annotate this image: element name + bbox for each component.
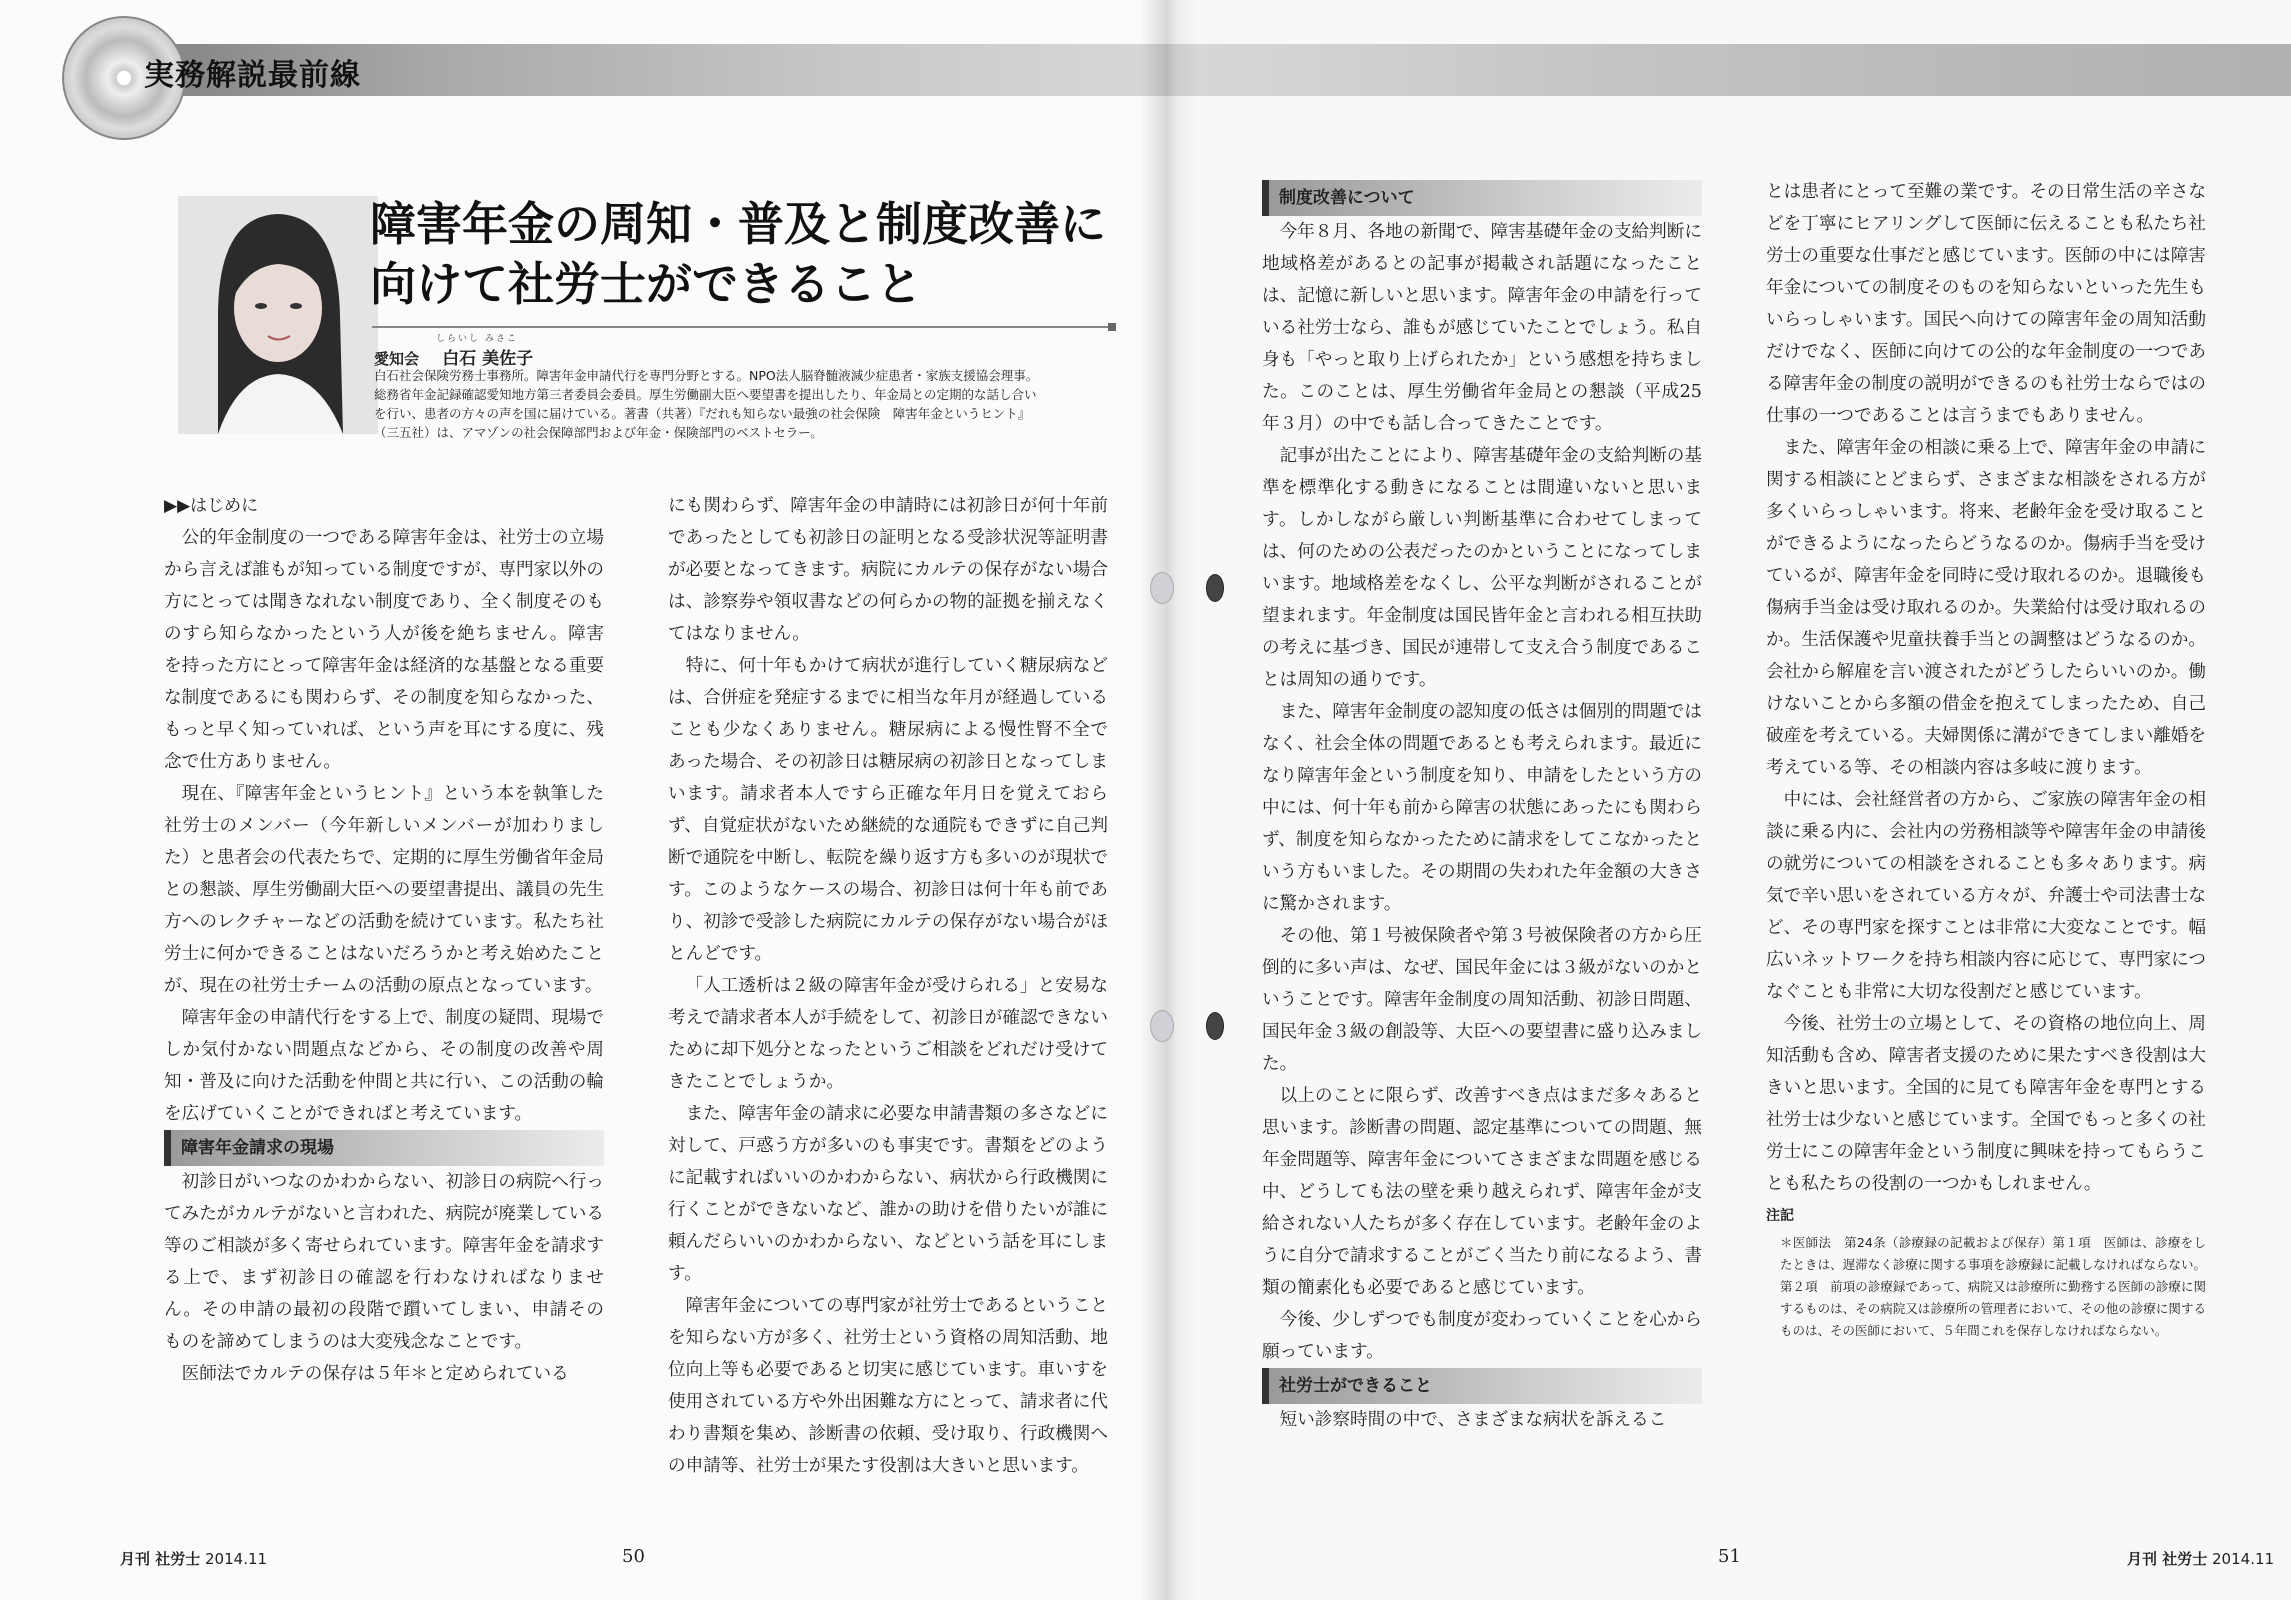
header-band-right [1170, 44, 2291, 96]
author-name: 白石 美佐子 [442, 349, 534, 369]
author-bio [374, 366, 1109, 442]
paragraph: 障害年金についての専門家が社労士であるということを知らない方が多く、社労士という資格の周知活動、地位向上等も必要であると切実に感じています。車いすを使用されている方や外出困難な方にとって、請求者に代わり書類を集め、診断書の依頼、受け取り、行政機関への申請等、社労士が果たす役割は大きいと思います。 [668, 1296, 1108, 1476]
article-title [370, 194, 1130, 314]
paragraph: 以上のことに限らず、改善すべき点はまだ多々あると思います。診断書の問題、認定基準についての問題、無年金問題等、障害年金についてさまざまな問題を感じる中、どうしても法の壁を乗り越えられず、障害年金が支給されない人たちが多く存在しています。老齢年金のように自分で請求することがごく当たり前になるよう、書類の簡素化も必要であると感じています。 [1262, 1086, 1702, 1298]
paragraph: その他、第１号被保険者や第３号被保険者の方から圧倒的に多い声は、なぜ、国民年金には３級がないのかということです。障害年金制度の周知活動、初診日問題、国民年金３級の創設等、大臣への要望書に盛り込みました。 [1262, 926, 1702, 1074]
column-4 [1766, 176, 2206, 1342]
paragraph: また、障害年金の請求に必要な申請書類の多さなどに対して、戸惑う方が多いのも事実です。書類をどのように記載すればいいのかわからない、病状から行政機関に行くことができないなど、誰かの助けを借りたいが誰に頼んだらいいのかわからない、などという話を耳にします。 [668, 1104, 1108, 1284]
paragraph: 初診日がいつなのかわからない、初診日の病院へ行ってみたがカルテがないと言われた、病院が廃業している等のご相談が多く寄せられています。障害年金を請求する上で、まず初診日の確認を行わなければなりません。その申請の最初の段階で躓いてしまい、申請そのものを諦めてしまうのは大変残念なことです。 [164, 1172, 604, 1352]
paragraph: 今後、少しずつでも制度が変わっていくことを心から願っています。 [1262, 1310, 1702, 1362]
paragraph: 短い診察時間の中で、さまざまな病状を訴えるこ [1279, 1410, 1667, 1430]
footnote: ＊医師法 第24条（診療録の記載および保存）第１項 医師は、診療をしたときは、遅滞なく診療に関する事項を診療録に記載しなければならない。第２項 前項の診療録であって、病院又は診療所に勤務する医師の診療に関するものは、その病院又は診療所の管理者において、その他の診療に関するものは、その医師において、５年間これを保存しなければならない。 [1780, 1235, 2206, 1338]
title-line-1: 障害年金の周知・普及と制度改善に [370, 197, 1106, 251]
page-number-right: 51 [1718, 1546, 1741, 1567]
column-2 [668, 490, 1108, 1482]
notes-heading: 注記 [1766, 1208, 1794, 1224]
intro-heading: ▶▶はじめに [164, 496, 259, 516]
paragraph: とは患者にとって至難の業です。その日常生活の辛さなどを丁寧にヒアリングして医師に伝えることも私たち社労士の重要な仕事だと感じています。医師の中には障害年金についての制度そのものを知らないといった先生もいらっしゃいます。国民へ向けての障害年金の周知活動だけでなく、医師に向けての公的な年金制度の一つである障害年金の制度の説明ができるのも社労士ならではの仕事の一つであることは言うまでもありません。 [1766, 182, 2206, 426]
paragraph: 「人工透析は２級の障害年金が受けられる」と安易な考えで請求者本人が手続をして、初診日が確認できないために却下処分となったというご相談をどれだけ受けてきたことでしょうか。 [668, 976, 1108, 1092]
paragraph: 中には、会社経営者の方から、ご家族の障害年金の相談に乗る内に、会社内の労務相談等や障害年金の申請後の就労についての相談をされることも多々あります。病気で辛い思いをされている方々が、弁護士や司法書士など、その専門家を探すことは非常に大変なことです。幅広いネットワークを持ち相談内容に応じて、専門家につなぐことも非常に大切な役割だと感じています。 [1766, 790, 2206, 1002]
issue-date: 2014.11 [205, 1550, 268, 1568]
binder-hole [1150, 572, 1174, 604]
paragraph: 医師法でカルテの保存は５年＊と定められている [181, 1364, 569, 1384]
paragraph: また、障害年金制度の認知度の低さは個別的問題ではなく、社会全体の問題であるとも考えられます。最近になり障害年金という制度を知り、申請をしたという方の中には、何十年も前から障害の状態にあったにも関わらず、制度を知らなかったために請求をしてこなかったという方もいました。その期間の失われた年金額の大きさに驚かされます。 [1262, 702, 1702, 914]
title-line-2: 向けて社労士ができること [370, 257, 922, 311]
paragraph: 現在、『障害年金というヒント』という本を執筆した社労士のメンバー（今年新しいメンバーが加わりました）と患者会の代表たちで、定期的に厚生労働省年金局との懇談、厚生労働副大臣への要望書提出、議員の先生方へのレクチャーなどの活動を続けています。私たち社労士に何かできることはないだろうかと考え始めたことが、現在の社労士チームの活動の原点となっています。 [164, 784, 604, 996]
paragraph: また、障害年金の相談に乗る上で、障害年金の申請に関する相談にとどまらず、さまざまな相談をされる方が多くいらっしゃいます。将来、老齢年金を受け取ることができるようになったらどうなるのか。傷病手当を受けているが、障害年金を同時に受け取れるのか。退職後も傷病手当金は受け取れるのか。失業給付は受け取れるのか。生活保護や児童扶養手当との調整はどうなるのか。会社から解雇を言い渡されたがどうしたらいいのか。働けないことから多額の借金を抱えてしまったため、自己破産を考えている。夫婦関係に溝ができてしまい離婚を考えている等、その相談内容は多岐に渡ります。 [1766, 438, 2206, 778]
binder-hole [1150, 1010, 1174, 1042]
binding-gutter [1140, 0, 1200, 1600]
section-heading: 制度改善について [1262, 180, 1702, 216]
paragraph: にも関わらず、障害年金の申請時には初診日が何十年前であったとしても初診日の証明となる受診状況等証明書が必要となってきます。病院にカルテの保存がない場合は、診察券や領収書などの何らかの物的証拠を揃えなくてはなりません。 [668, 496, 1108, 644]
page-51 [1170, 0, 2291, 1600]
paragraph: 特に、何十年もかけて病状が進行していく糖尿病などは、合併症を発症するまでに相当な年月が経過していることも少なくありません。糖尿病による慢性腎不全であった場合、その初診日は糖尿病の初診日となってしまいます。請求者本人ですら正確な年月日を覚えておらず、自覚症状がないため継続的な通院もできずに自己判断で通院を中断し、転院を繰り返す方も多いのが現状です。このようなケースの場合、初診日は何十年も前であり、初診で受診した病院にカルテの保存がない場合がほとんどです。 [668, 656, 1108, 964]
author-ruby: しらいし みさこ [436, 334, 518, 344]
column-3 [1262, 180, 1702, 1436]
issue-date: 2014.11 [2212, 1550, 2275, 1568]
page-number-left: 50 [622, 1546, 645, 1567]
bio-line: （三五社）は、アマゾンの社会保障部門および年金・保険部門のベストセラー。 [374, 425, 823, 440]
bio-line: を行い、患者の方々の声を国に届けている。著書（共著）『だれも知らない最強の社会保険 障害年金というヒント』 [374, 406, 1031, 421]
author-photo [178, 196, 378, 434]
magazine-name: 月刊 社労士 [120, 1550, 201, 1568]
footer-right [2127, 1548, 2274, 1569]
footer-left [120, 1548, 267, 1569]
binder-hole [1206, 574, 1224, 602]
magazine-name: 月刊 社労士 [2127, 1550, 2208, 1568]
paragraph: 今後、社労士の立場として、その資格の地位向上、周知活動も含め、障害者支援のために果たすべき役割は大きいと思います。全国的に見ても障害年金を専門とする社労士は少ないと感じています。全国でもっと多くの社労士にこの障害年金という制度に興味を持ってもらうことも私たちの役割の一つかもしれません。 [1766, 1014, 2206, 1194]
bio-line: 白石社会保険労務士事務所。障害年金申請代行を専門分野とする。NPO法人脳脊髄液減少症患者・家族支援協会理事。 [374, 368, 1039, 383]
column-1 [164, 490, 604, 1390]
paragraph: 今年８月、各地の新聞で、障害基礎年金の支給判断に地域格差があるとの記事が掲載され話題になったことは、記憶に新しいと思います。障害年金の申請を行っている社労士なら、誰もが感じていたことでしょう。私自身も「やっと取り上げられたか」という感想を持ちました。このことは、厚生労働省年金局との懇談（平成25年３月）の中でも話し合ってきたことです。 [1262, 222, 1702, 434]
binder-hole [1206, 1012, 1224, 1040]
paragraph: 障害年金の申請代行をする上で、制度の疑問、現場でしか気付かない問題点などから、その制度の改善や周知・普及に向けた活動を仲間と共に行い、この活動の輪を広げていくことができればと考えています。 [164, 1008, 604, 1124]
section-heading: 障害年金請求の現場 [164, 1130, 604, 1166]
section-heading: 社労士ができること [1262, 1368, 1702, 1404]
bio-line: 総務省年金記録確認愛知地方第三者委員会委員。厚生労働副大臣へ要望書を提出したり、年金局との定期的な話し合い [374, 387, 1037, 402]
title-rule [372, 326, 1110, 328]
paragraph: 公的年金制度の一つである障害年金は、社労士の立場から言えば誰もが知っている制度ですが、専門家以外の方にとっては聞きなれない制度であり、全く制度そのものすら知らなかったという人が後を絶ちません。障害を持った方にとって障害年金は経済的な基盤となる重要な制度であるにも関わらず、その制度を知らなかった、もっと早く知っていれば、という声を耳にする度に、残念で仕方ありません。 [164, 528, 604, 772]
section-label: 実務解説最前線 [144, 58, 361, 93]
author-affiliation: 愛知会 [374, 350, 420, 368]
paragraph: 記事が出たことにより、障害基礎年金の支給判断の基準を標準化する動きになることは間違いないと思います。しかしながら厳しい判断基準に合わせてしまっては、何のための公表だったのかということになってしまいます。地域格差をなくし、公平な判断がされることが望まれます。年金制度は国民皆年金と言われる相互扶助の考えに基づき、国民が連帯して支え合う制度であることは周知の通りです。 [1262, 446, 1702, 690]
